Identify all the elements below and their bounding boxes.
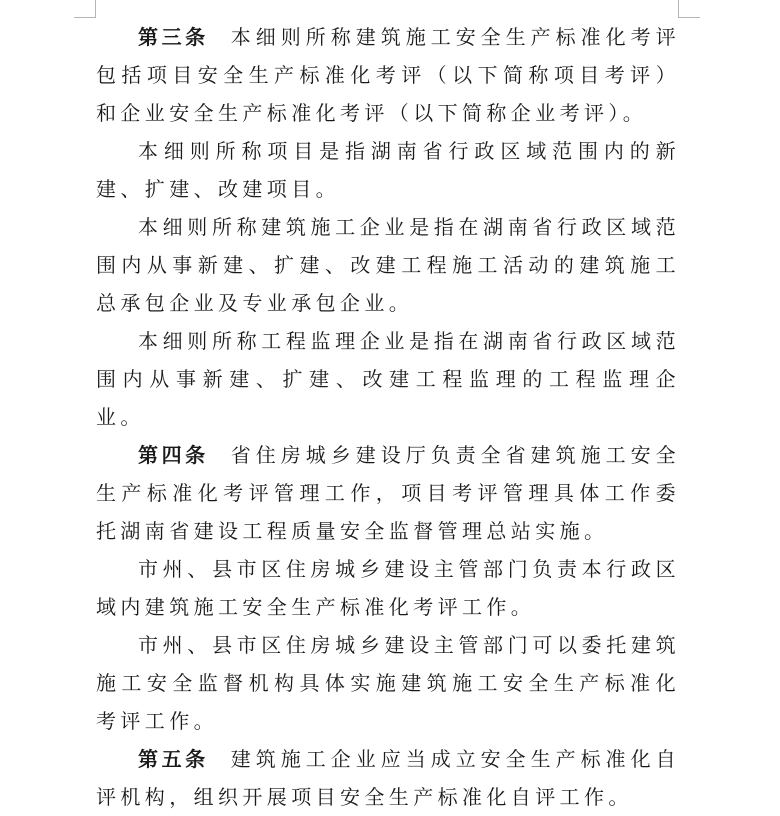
paragraph — [96, 208, 680, 322]
crop-mark-top-left-horizontal — [74, 17, 96, 18]
paragraph — [96, 550, 680, 626]
paragraph-text: 本细则所称建筑施工安全生产标准化考评包括项目安全生产标准化考评（以下简称项目考评）和企业安全生产标准化考评（以下简称企业考评）。 — [96, 25, 681, 125]
paragraph-text: 省住房城乡建设厅负责全省建筑施工安全生产标准化考评管理工作，项目考评管理具体工作委托湖南省建设工程质量安全监督管理总站实施。 — [96, 443, 681, 543]
document-body — [96, 18, 680, 816]
crop-mark-top-right — [678, 0, 679, 17]
paragraph-text: 本细则所称工程监理企业是指在湖南省行政区域范围内从事新建、扩建、改建工程监理的工程监理企业。 — [96, 329, 680, 429]
article-heading: 第四条 — [138, 443, 209, 467]
article-heading: 第三条 — [138, 25, 209, 49]
crop-mark-top-right-horizontal — [678, 17, 700, 18]
paragraph-text: 市州、县市区住房城乡建设主管部门负责本行政区域内建筑施工安全生产标准化考评工作。 — [96, 557, 680, 619]
paragraph — [96, 322, 680, 436]
article-heading: 第五条 — [138, 747, 209, 771]
paragraph-text: 本细则所称项目是指湖南省行政区域范围内的新建、扩建、改建项目。 — [96, 139, 680, 201]
paragraph-text: 建筑施工企业应当成立安全生产标准化自评机构，组织开展项目安全生产标准化自评工作。 — [96, 747, 681, 809]
paragraph-text: 市州、县市区住房城乡建设主管部门可以委托建筑施工安全监督机构具体实施建筑施工安全生产标准化考评工作。 — [96, 633, 680, 733]
paragraph-article-3 — [96, 18, 680, 132]
crop-mark-top-left — [95, 0, 96, 17]
paragraph-text: 本细则所称建筑施工企业是指在湖南省行政区域范围内从事新建、扩建、改建工程施工活动的建筑施工总承包企业及专业承包企业。 — [96, 215, 680, 315]
paragraph-article-4 — [96, 436, 680, 550]
paragraph-article-5 — [96, 740, 680, 816]
paragraph — [96, 132, 680, 208]
paragraph — [96, 626, 680, 740]
